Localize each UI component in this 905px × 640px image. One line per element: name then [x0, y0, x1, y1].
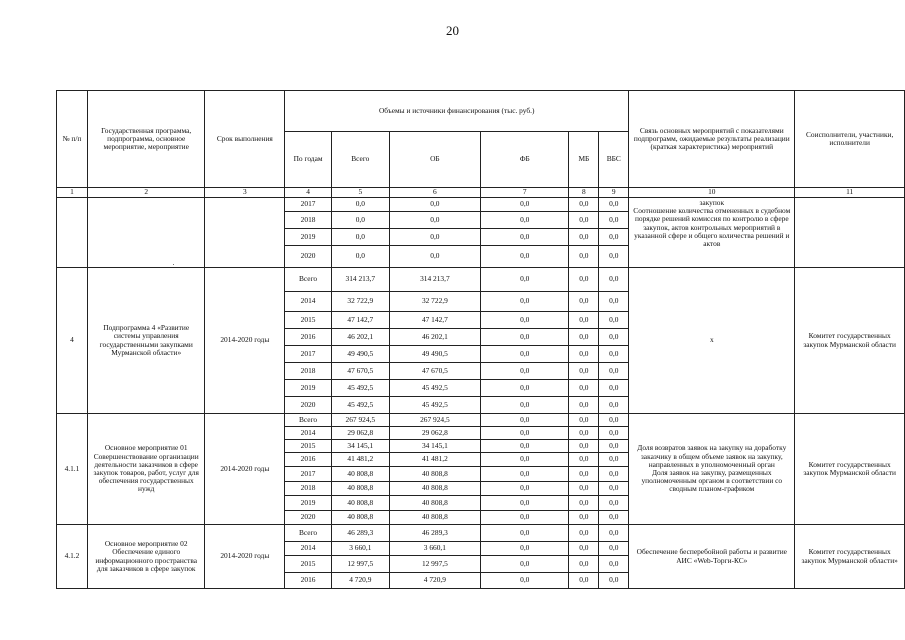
header-executors: Соисполнители, участники, исполнители: [795, 91, 905, 188]
ob-cell: 4 720,9: [389, 573, 480, 589]
row-number: 4.1.1: [57, 414, 88, 525]
year-cell: 2014: [285, 292, 332, 312]
indicator-link: закупок Соотношение количества отмененных в судебном порядке решений комиссия по контролю в сфере закупок, актов контрольных мероприятий в указанной сфере и общего количества решений и актов: [629, 198, 795, 268]
ob-cell: 32 722,9: [389, 292, 480, 312]
ob-cell: 40 808,8: [389, 467, 480, 482]
fb-cell: 0,0: [481, 312, 569, 329]
vbs-cell: 0,0: [599, 397, 629, 414]
executors: Комитет государственных закупок Мурманской области: [795, 414, 905, 525]
fb-cell: 0,0: [481, 212, 569, 229]
executors: Комитет государственных закупок Мурманской области: [795, 268, 905, 414]
indicator-link: Доля возвратов заявок на закупку на доработку заказчику в общем объеме заявок на закупку, направленных в уполномоченный орган Доля заявок на закупку, размещенных уполномоченным органом в соответствии со сводным планом-графиком: [629, 414, 795, 525]
year-cell: 2016: [285, 453, 332, 467]
total-cell: 0,0: [331, 229, 389, 246]
ob-cell: 45 492,5: [389, 397, 480, 414]
total-cell: 0,0: [331, 212, 389, 229]
total-cell: 40 808,8: [331, 467, 389, 482]
vbs-cell: 0,0: [599, 440, 629, 453]
vbs-cell: 0,0: [599, 268, 629, 292]
col-number: 3: [205, 188, 285, 198]
header-fb: ФБ: [481, 132, 569, 188]
col-number: 8: [569, 188, 599, 198]
vbs-cell: 0,0: [599, 229, 629, 246]
fb-cell: 0,0: [481, 414, 569, 427]
mb-cell: 0,0: [569, 482, 599, 496]
col-number: 9: [599, 188, 629, 198]
ob-cell: 46 202,1: [389, 329, 480, 346]
col-number: 11: [795, 188, 905, 198]
executors: [795, 198, 905, 268]
fb-cell: 0,0: [481, 482, 569, 496]
total-cell: 32 722,9: [331, 292, 389, 312]
mb-cell: 0,0: [569, 542, 599, 556]
vbs-cell: 0,0: [599, 414, 629, 427]
total-cell: 4 720,9: [331, 573, 389, 589]
fb-cell: 0,0: [481, 573, 569, 589]
total-cell: 267 924,5: [331, 414, 389, 427]
fb-cell: 0,0: [481, 440, 569, 453]
vbs-cell: 0,0: [599, 482, 629, 496]
col-number: 6: [389, 188, 480, 198]
header-mb: МБ: [569, 132, 599, 188]
table-row: [57, 268, 905, 292]
fb-cell: 0,0: [481, 329, 569, 346]
ob-cell: 47 670,5: [389, 363, 480, 380]
vbs-cell: 0,0: [599, 496, 629, 511]
col-number: 5: [331, 188, 389, 198]
year-cell: 2018: [285, 212, 332, 229]
total-cell: 34 145,1: [331, 440, 389, 453]
vbs-cell: 0,0: [599, 573, 629, 589]
vbs-cell: 0,0: [599, 380, 629, 397]
mb-cell: 0,0: [569, 380, 599, 397]
total-cell: 29 062,8: [331, 427, 389, 440]
program-name: [87, 198, 205, 268]
year-cell: 2014: [285, 542, 332, 556]
year-cell: 2017: [285, 467, 332, 482]
year-cell: 2019: [285, 229, 332, 246]
vbs-cell: 0,0: [599, 556, 629, 573]
program-name: Основное мероприятие 01 Совершенствование организации деятельности заказчиков в сфере закупок товаров, работ, услуг для обеспечения государственных нужд: [87, 414, 205, 525]
mb-cell: 0,0: [569, 198, 599, 212]
vbs-cell: 0,0: [599, 329, 629, 346]
ob-cell: 34 145,1: [389, 440, 480, 453]
ob-cell: 47 142,7: [389, 312, 480, 329]
total-cell: 12 997,5: [331, 556, 389, 573]
ob-cell: 40 808,8: [389, 511, 480, 525]
fb-cell: 0,0: [481, 246, 569, 268]
total-cell: 47 142,7: [331, 312, 389, 329]
year-cell: 2020: [285, 397, 332, 414]
program-name: Основное мероприятие 02 Обеспечение единого информационного пространства для заказчиков в сфере закупок: [87, 525, 205, 589]
vbs-cell: 0,0: [599, 312, 629, 329]
year-cell: 2018: [285, 363, 332, 380]
fb-cell: 0,0: [481, 556, 569, 573]
execution-period: 2014-2020 годы: [205, 414, 285, 525]
total-cell: 45 492,5: [331, 397, 389, 414]
indicator-link: Обеспечение бесперебойной работы и развитие АИС «Web-Торги-КС»: [629, 525, 795, 589]
fb-cell: 0,0: [481, 397, 569, 414]
header-program: Государственная программа, подпрограмма, основное мероприятие, мероприятие: [87, 91, 205, 188]
vbs-cell: 0,0: [599, 427, 629, 440]
vbs-cell: 0,0: [599, 453, 629, 467]
mb-cell: 0,0: [569, 511, 599, 525]
mb-cell: 0,0: [569, 556, 599, 573]
header-row-1: [57, 91, 905, 132]
row-number: 4: [57, 268, 88, 414]
fb-cell: 0,0: [481, 198, 569, 212]
mb-cell: 0,0: [569, 346, 599, 363]
mb-cell: 0,0: [569, 312, 599, 329]
mb-cell: 0,0: [569, 467, 599, 482]
vbs-cell: 0,0: [599, 363, 629, 380]
fb-cell: 0,0: [481, 292, 569, 312]
header-by-year: По годам: [285, 132, 332, 188]
header-period: Срок выполнения: [205, 91, 285, 188]
table-row: [57, 198, 905, 212]
ob-cell: 0,0: [389, 246, 480, 268]
vbs-cell: 0,0: [599, 511, 629, 525]
row-number: 4.1.2: [57, 525, 88, 589]
page-number: 20: [446, 23, 459, 38]
program-name: Подпрограмма 4 «Развитие системы управления государственными закупками Мурманской области»: [87, 268, 205, 414]
fb-cell: 0,0: [481, 229, 569, 246]
header-num: № п/п: [57, 91, 88, 188]
ob-cell: 0,0: [389, 212, 480, 229]
vbs-cell: 0,0: [599, 246, 629, 268]
mb-cell: 0,0: [569, 363, 599, 380]
vbs-cell: 0,0: [599, 542, 629, 556]
year-cell: 2014: [285, 427, 332, 440]
total-cell: 3 660,1: [331, 542, 389, 556]
fb-cell: 0,0: [481, 346, 569, 363]
year-cell: 2018: [285, 482, 332, 496]
ob-cell: 49 490,5: [389, 346, 480, 363]
vbs-cell: 0,0: [599, 212, 629, 229]
mb-cell: 0,0: [569, 229, 599, 246]
vbs-cell: 0,0: [599, 198, 629, 212]
year-cell: 2020: [285, 511, 332, 525]
total-cell: 314 213,7: [331, 268, 389, 292]
header-vbs: ВБС: [599, 132, 629, 188]
total-cell: 47 670,5: [331, 363, 389, 380]
col-number: 1: [57, 188, 88, 198]
year-cell: 2016: [285, 573, 332, 589]
mb-cell: 0,0: [569, 212, 599, 229]
mb-cell: 0,0: [569, 525, 599, 542]
mb-cell: 0,0: [569, 573, 599, 589]
vbs-cell: 0,0: [599, 467, 629, 482]
mb-cell: 0,0: [569, 440, 599, 453]
fb-cell: 0,0: [481, 268, 569, 292]
mb-cell: 0,0: [569, 496, 599, 511]
header-total: Всего: [331, 132, 389, 188]
col-number: 2: [87, 188, 205, 198]
year-cell: 2017: [285, 346, 332, 363]
table-row: [57, 414, 905, 427]
mb-cell: 0,0: [569, 329, 599, 346]
year-cell: Всего: [285, 525, 332, 542]
mb-cell: 0,0: [569, 427, 599, 440]
fb-cell: 0,0: [481, 467, 569, 482]
total-cell: 49 490,5: [331, 346, 389, 363]
ob-cell: 40 808,8: [389, 496, 480, 511]
vbs-cell: 0,0: [599, 292, 629, 312]
col-number: 7: [481, 188, 569, 198]
mb-cell: 0,0: [569, 268, 599, 292]
header-ob: ОБ: [389, 132, 480, 188]
ob-cell: 0,0: [389, 229, 480, 246]
mb-cell: 0,0: [569, 292, 599, 312]
total-cell: 46 202,1: [331, 329, 389, 346]
year-cell: 2015: [285, 440, 332, 453]
total-cell: 41 481,2: [331, 453, 389, 467]
mb-cell: 0,0: [569, 246, 599, 268]
total-cell: 45 492,5: [331, 380, 389, 397]
execution-period: [205, 198, 285, 268]
vbs-cell: 0,0: [599, 525, 629, 542]
ob-cell: 29 062,8: [389, 427, 480, 440]
ob-cell: 3 660,1: [389, 542, 480, 556]
total-cell: 0,0: [331, 198, 389, 212]
header-financing: Объемы и источники финансирования (тыс. руб.): [285, 91, 629, 132]
mb-cell: 0,0: [569, 397, 599, 414]
fb-cell: 0,0: [481, 363, 569, 380]
fb-cell: 0,0: [481, 380, 569, 397]
total-cell: 40 808,8: [331, 511, 389, 525]
total-cell: 0,0: [331, 246, 389, 268]
col-number: 10: [629, 188, 795, 198]
table-row: [57, 525, 905, 542]
fb-cell: 0,0: [481, 427, 569, 440]
indicator-link: х: [629, 268, 795, 414]
fb-cell: 0,0: [481, 453, 569, 467]
total-cell: 46 289,3: [331, 525, 389, 542]
ob-cell: 40 808,8: [389, 482, 480, 496]
year-cell: 2020: [285, 246, 332, 268]
mb-cell: 0,0: [569, 453, 599, 467]
year-cell: 2019: [285, 496, 332, 511]
year-cell: 2019: [285, 380, 332, 397]
ob-cell: 12 997,5: [389, 556, 480, 573]
col-number: 4: [285, 188, 332, 198]
ob-cell: 267 924,5: [389, 414, 480, 427]
ob-cell: 46 289,3: [389, 525, 480, 542]
mb-cell: 0,0: [569, 414, 599, 427]
executors: Комитет государственных закупок Мурманской области»: [795, 525, 905, 589]
fb-cell: 0,0: [481, 525, 569, 542]
year-cell: 2015: [285, 312, 332, 329]
financing-table: [56, 90, 905, 589]
scan-mark: .: [172, 257, 175, 267]
year-cell: Всего: [285, 268, 332, 292]
execution-period: 2014-2020 годы: [205, 525, 285, 589]
ob-cell: 41 481,2: [389, 453, 480, 467]
ob-cell: 0,0: [389, 198, 480, 212]
year-cell: 2017: [285, 198, 332, 212]
ob-cell: 314 213,7: [389, 268, 480, 292]
fb-cell: 0,0: [481, 496, 569, 511]
year-cell: 2016: [285, 329, 332, 346]
vbs-cell: 0,0: [599, 346, 629, 363]
year-cell: 2015: [285, 556, 332, 573]
column-number-row: [57, 188, 905, 198]
header-link: Связь основных мероприятий с показателями подпрограмм, ожидаемые результаты реализации (краткая характеристика) мероприятий: [629, 91, 795, 188]
row-number: [57, 198, 88, 268]
fb-cell: 0,0: [481, 511, 569, 525]
ob-cell: 45 492,5: [389, 380, 480, 397]
total-cell: 40 808,8: [331, 482, 389, 496]
total-cell: 40 808,8: [331, 496, 389, 511]
fb-cell: 0,0: [481, 542, 569, 556]
year-cell: Всего: [285, 414, 332, 427]
execution-period: 2014-2020 годы: [205, 268, 285, 414]
